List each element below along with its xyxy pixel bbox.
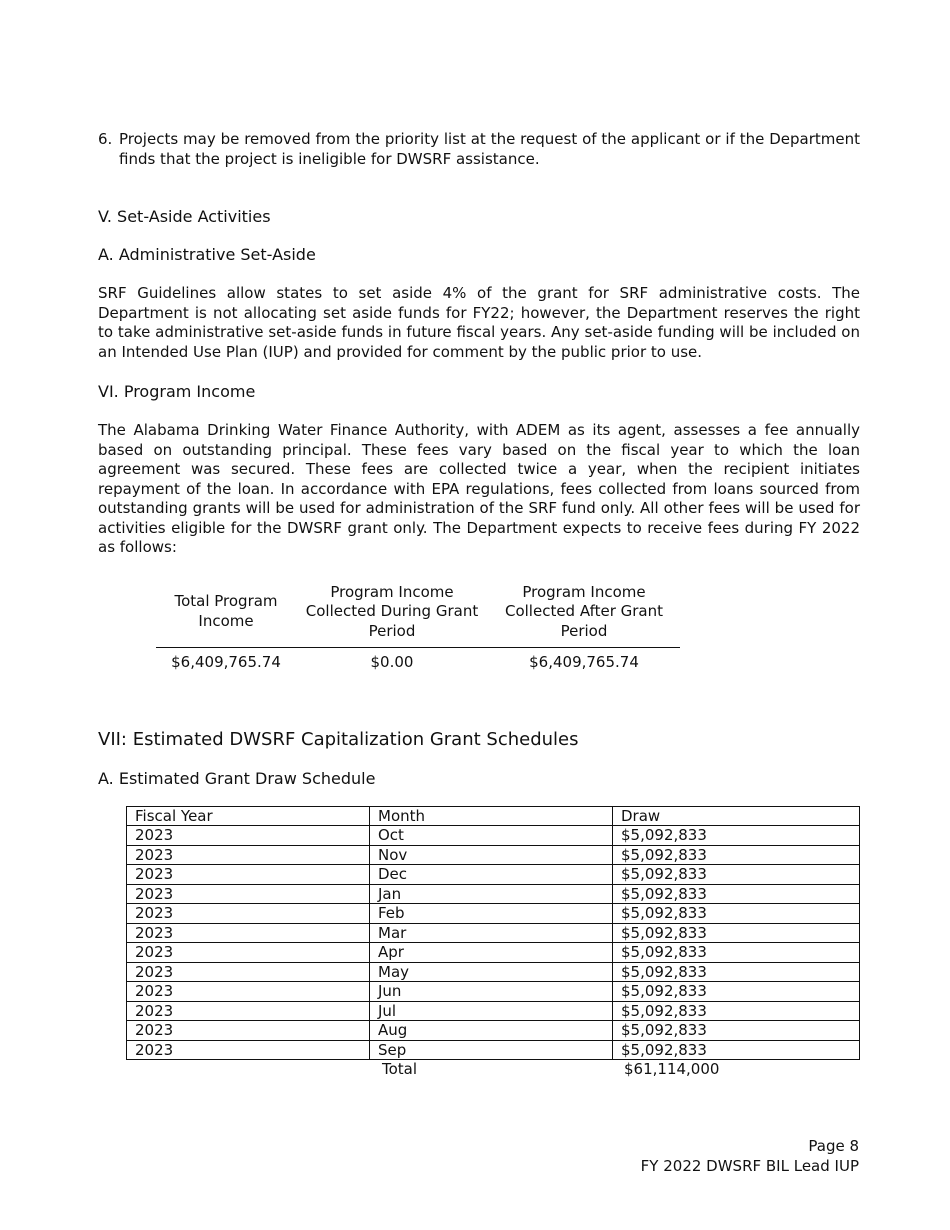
list-number: 6. [98, 130, 113, 148]
cell-draw: $5,092,833 [613, 884, 860, 904]
table-row [127, 1001, 860, 1021]
cell-draw: $5,092,833 [613, 826, 860, 846]
list-text: Projects may be removed from the priority list at the request of the applicant or if the Department finds that the project is ineligible for DWSRF assistance. [119, 130, 860, 168]
page-number: Page 8 [808, 1137, 859, 1155]
cell-month: Jun [370, 982, 613, 1002]
cell-month: Sep [370, 1040, 613, 1060]
draw-header-row [127, 806, 860, 826]
cell-draw: $5,092,833 [613, 1040, 860, 1060]
section-v-a-heading: A. Administrative Set-Aside [98, 245, 316, 264]
admin-set-aside-paragraph: SRF Guidelines allow states to set aside 4% of the grant for SRF administrative costs. The Department is not allocating set aside funds for FY22; however, the Department reserves the right to take administrative set-aside funds in future fiscal years. Any set-aside funding will be included on an Intended Use Plan (IUP) and provided for comment by the public prior to use. [98, 284, 860, 361]
section-v-heading: V. Set-Aside Activities [98, 207, 271, 226]
draw-total-label: Total [382, 1060, 418, 1079]
cell-draw: $5,092,833 [613, 962, 860, 982]
document-page [98, 130, 860, 1079]
list-item-6 [98, 130, 860, 169]
table-row [127, 826, 860, 846]
income-header-after: Program Income Collected After Grant Period [488, 583, 680, 648]
income-value-after: $6,409,765.74 [529, 653, 639, 671]
cell-draw: $5,092,833 [613, 982, 860, 1002]
cell-month: May [370, 962, 613, 982]
table-row [127, 1021, 860, 1041]
income-value-during: $0.00 [370, 653, 414, 671]
cell-fiscal-year: 2023 [127, 1021, 370, 1041]
program-income-paragraph: The Alabama Drinking Water Finance Authority, with ADEM as its agent, assesses a fee annually based on outstanding principal. These fees vary based on the fiscal year to which the loan agreement was secured. These fees are collected twice a year, when the recipient initiates repayment of the loan. In accordance with EPA regulations, fees collected from loans sourced from outstanding grants will be used for administration of the SRF fund only. All other fees will be used for activities eligible for the DWSRF grant only. The Department expects to receive fees during FY 2022 as follows: [98, 421, 860, 556]
cell-fiscal-year: 2023 [127, 1001, 370, 1021]
cell-month: Nov [370, 845, 613, 865]
cell-draw: $5,092,833 [613, 943, 860, 963]
cell-fiscal-year: 2023 [127, 962, 370, 982]
cell-month: Jul [370, 1001, 613, 1021]
cell-draw: $5,092,833 [613, 1021, 860, 1041]
cell-fiscal-year: 2023 [127, 845, 370, 865]
income-header-total: Total Program Income [156, 583, 296, 648]
draw-total-value: $61,114,000 [624, 1060, 720, 1079]
table-row [127, 884, 860, 904]
cell-draw: $5,092,833 [613, 904, 860, 924]
income-header-row [156, 583, 680, 648]
income-header-during: Program Income Collected During Grant Period [296, 583, 488, 648]
cell-draw: $5,092,833 [613, 1001, 860, 1021]
cell-month: Feb [370, 904, 613, 924]
table-row [127, 943, 860, 963]
cell-fiscal-year: 2023 [127, 1040, 370, 1060]
cell-fiscal-year: 2023 [127, 943, 370, 963]
table-row [127, 865, 860, 885]
table-row [127, 923, 860, 943]
cell-fiscal-year: 2023 [127, 904, 370, 924]
page-footer [641, 1137, 859, 1176]
cell-fiscal-year: 2023 [127, 865, 370, 885]
section-vi-heading: VI. Program Income [98, 382, 256, 401]
draw-header-month: Month [370, 806, 613, 826]
cell-month: Jan [370, 884, 613, 904]
section-vii-heading: VII: Estimated DWSRF Capitalization Grant Schedules [98, 728, 579, 750]
draw-header-draw: Draw [613, 806, 860, 826]
cell-draw: $5,092,833 [613, 845, 860, 865]
cell-month: Dec [370, 865, 613, 885]
grant-draw-total [126, 1060, 860, 1079]
cell-draw: $5,092,833 [613, 865, 860, 885]
table-row [127, 904, 860, 924]
document-title: FY 2022 DWSRF BIL Lead IUP [640, 1156, 859, 1175]
income-value-total: $6,409,765.74 [171, 653, 281, 671]
draw-header-fiscal-year: Fiscal Year [127, 806, 370, 826]
grant-draw-table [126, 806, 860, 1061]
cell-draw: $5,092,833 [613, 923, 860, 943]
cell-month: Mar [370, 923, 613, 943]
cell-fiscal-year: 2023 [127, 826, 370, 846]
cell-month: Aug [370, 1021, 613, 1041]
cell-month: Oct [370, 826, 613, 846]
cell-fiscal-year: 2023 [127, 982, 370, 1002]
table-row [127, 982, 860, 1002]
section-vii-a-heading: A. Estimated Grant Draw Schedule [98, 768, 376, 788]
cell-fiscal-year: 2023 [127, 923, 370, 943]
cell-fiscal-year: 2023 [127, 884, 370, 904]
program-income-table [156, 583, 680, 678]
cell-month: Apr [370, 943, 613, 963]
income-value-row [156, 648, 680, 678]
table-row [127, 1040, 860, 1060]
draw-total-row [126, 1060, 860, 1079]
table-row [127, 845, 860, 865]
table-row [127, 962, 860, 982]
